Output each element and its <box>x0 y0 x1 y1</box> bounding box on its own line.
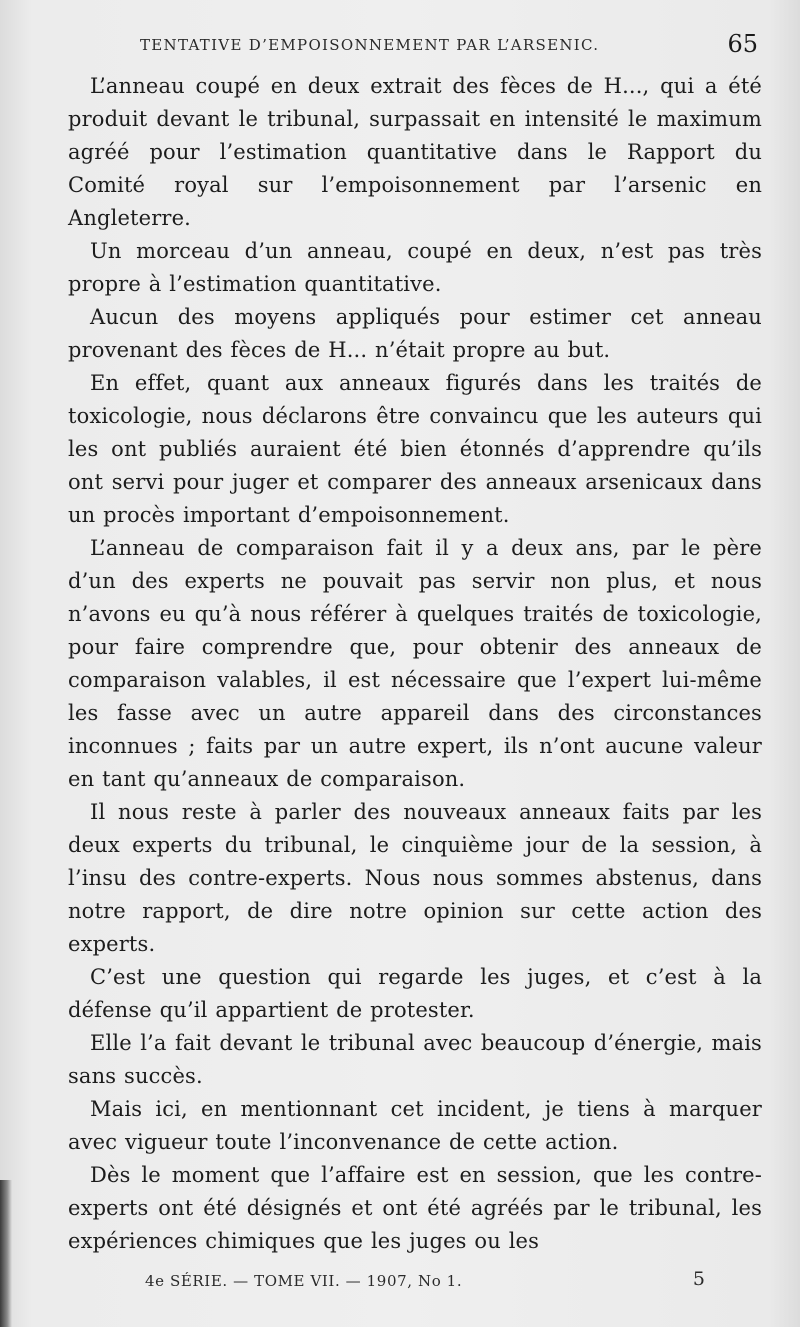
paragraph: C’est une question qui regarde les juges, et c’est à la défense qu’il appartient de protester. <box>68 965 762 1022</box>
running-title: TENTATIVE D’EMPOISONNEMENT PAR L’ARSENIC. <box>140 36 600 54</box>
signature-mark: 4e SÉRIE. — TOME VII. — 1907, No 1. <box>145 1272 463 1290</box>
page-number: 65 <box>727 30 758 58</box>
binding-shadow <box>0 1180 12 1327</box>
page-footer <box>145 1268 705 1298</box>
paragraph: Un morceau d’un anneau, coupé en deux, n’est pas très propre à l’estimation quantitative. <box>68 239 762 296</box>
paragraph: L’anneau coupé en deux extrait des fèces de H..., qui a été produit devant le tribunal, surpassait en intensité le maximum agréé pour l’estimation quantitative dans le Rapport du Comité royal sur l’empoisonnement par l’arsenic en Angleterre. <box>68 74 762 230</box>
paragraph: En effet, quant aux anneaux figurés dans les traités de toxicologie, nous déclarons être convaincu que les auteurs qui les ont publiés auraient été bien étonnés d’apprendre qu’ils ont servi pour juger et comparer des anneaux arsenicaux dans un procès important d’empoisonnement. <box>68 371 762 527</box>
paragraph: Dès le moment que l’affaire est en session, que les contre-experts ont été désignés et ont été agréés par le tribunal, les expériences chimiques que les juges ou les <box>68 1163 762 1253</box>
paragraph: Mais ici, en mentionnant cet incident, je tiens à marquer avec vigueur toute l’inconvenance de cette action. <box>68 1097 762 1154</box>
body-text <box>68 70 762 1258</box>
running-head <box>82 30 762 62</box>
paragraph: Elle l’a fait devant le tribunal avec beaucoup d’énergie, mais sans succès. <box>68 1031 762 1088</box>
paragraph: Aucun des moyens appliqués pour estimer cet anneau provenant des fèces de H... n’était propre au but. <box>68 305 762 362</box>
sheet-number: 5 <box>692 1268 705 1290</box>
paragraph: Il nous reste à parler des nouveaux anneaux faits par les deux experts du tribunal, le cinquième jour de la session, à l’insu des contre-experts. Nous nous sommes abstenus, dans notre rapport, de dire notre opinion sur cette action des experts. <box>68 800 762 956</box>
paragraph: L’anneau de comparaison fait il y a deux ans, par le père d’un des experts ne pouvait pas servir non plus, et nous n’avons eu qu’à nous référer à quelques traités de toxicologie, pour faire comprendre que, pour obtenir des anneaux de comparaison valables, il est nécessaire que l’expert lui-même les fasse avec un autre appareil dans des circonstances inconnues ; faits par un autre expert, ils n’ont aucune valeur en tant qu’anneaux de comparaison. <box>68 536 762 791</box>
